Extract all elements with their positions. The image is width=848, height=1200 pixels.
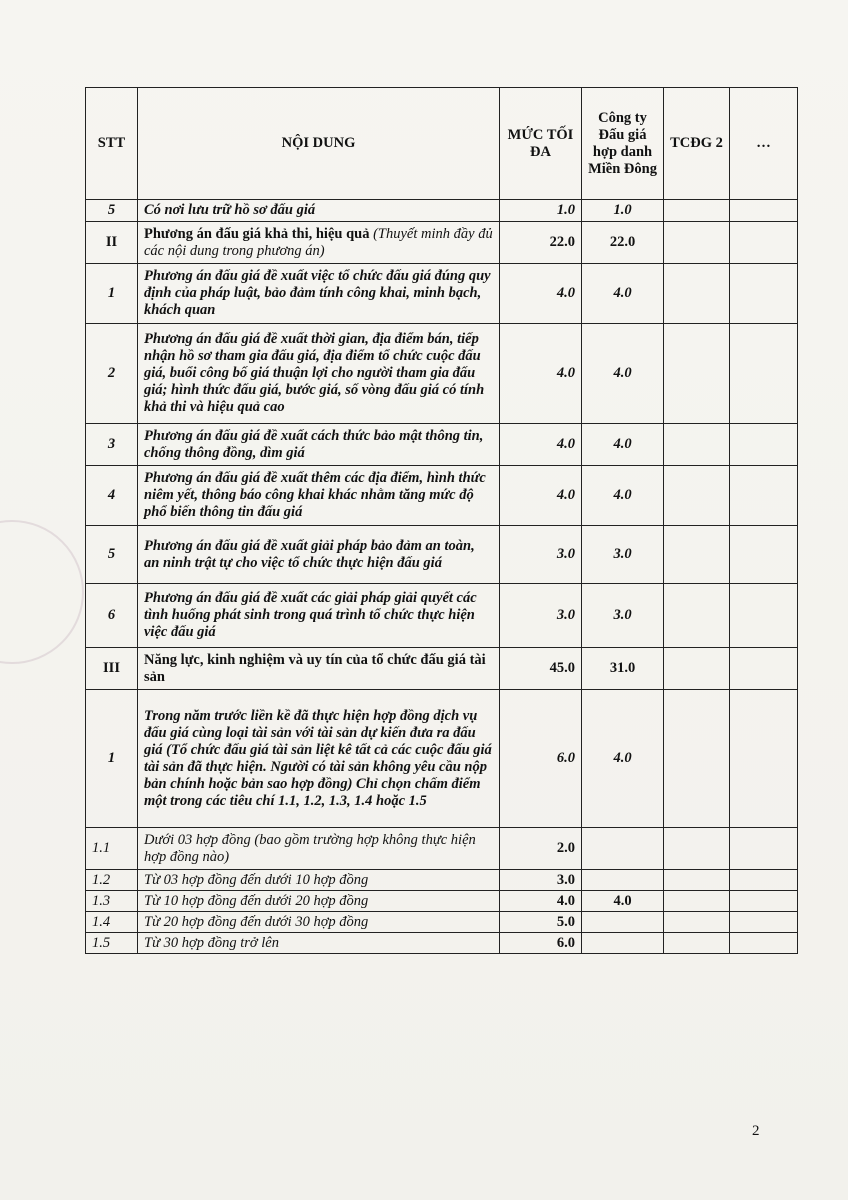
row-more-score — [730, 648, 798, 690]
table-row — [86, 870, 798, 891]
row-max-score: 45.0 — [500, 648, 582, 690]
row-content-text: Có nơi lưu trữ hồ sơ đấu giá — [144, 202, 316, 218]
row-content-text: Phương án đấu giá đề xuất cách thức bảo mật thông tin, chống thông đồng, dìm giá — [144, 427, 484, 461]
row-stt: 1 — [86, 264, 138, 324]
table-row — [86, 828, 798, 870]
row-org-score: 22.0 — [582, 222, 664, 264]
row-more-score — [730, 828, 798, 870]
row-org-score — [582, 870, 664, 891]
row-max-score: 4.0 — [500, 324, 582, 424]
row-org-score: 3.0 — [582, 584, 664, 648]
row-content-text: Từ 20 hợp đồng đến dưới 30 hợp đồng — [144, 913, 369, 930]
row-org-score: 31.0 — [582, 648, 664, 690]
row-tcdg2-score — [664, 690, 730, 828]
row-more-score — [730, 324, 798, 424]
row-stt: 2 — [86, 324, 138, 424]
row-tcdg2-score — [664, 933, 730, 954]
header-content: NỘI DUNG — [138, 88, 500, 200]
row-tcdg2-score — [664, 200, 730, 222]
table-row — [86, 526, 798, 584]
row-tcdg2-score — [664, 222, 730, 264]
table-row — [86, 912, 798, 933]
row-more-score — [730, 891, 798, 912]
row-content-text: Phương án đấu giá đề xuất giải pháp bảo đảm an toàn, an ninh trật tự cho việc tổ chức thực hiện đấu giá — [144, 537, 475, 571]
row-content — [138, 526, 500, 584]
row-stt: 1.5 — [86, 933, 138, 954]
row-more-score — [730, 933, 798, 954]
row-more-score — [730, 424, 798, 466]
row-content — [138, 264, 500, 324]
row-tcdg2-score — [664, 424, 730, 466]
row-content-text: Phương án đấu giá khả thi, hiệu quả — [144, 225, 370, 242]
row-content-text: Dưới 03 hợp đồng (bao gồm trường hợp không thực hiện hợp đồng nào) — [144, 831, 476, 865]
table-row — [86, 891, 798, 912]
row-stt: 1.4 — [86, 912, 138, 933]
row-more-score — [730, 912, 798, 933]
row-stt: 1.3 — [86, 891, 138, 912]
row-org-score: 4.0 — [582, 690, 664, 828]
row-content-text: Từ 30 hợp đồng trở lên — [144, 934, 279, 951]
row-stt: II — [86, 222, 138, 264]
row-org-score — [582, 828, 664, 870]
table-row — [86, 584, 798, 648]
row-content — [138, 870, 500, 891]
row-content — [138, 690, 500, 828]
table-row — [86, 466, 798, 526]
header-organization: Công ty Đấu giá hợp danh Miền Đông — [582, 88, 664, 200]
row-max-score: 22.0 — [500, 222, 582, 264]
row-max-score: 5.0 — [500, 912, 582, 933]
table-row — [86, 324, 798, 424]
header-tcdg2: TCĐG 2 — [664, 88, 730, 200]
row-more-score — [730, 584, 798, 648]
row-tcdg2-score — [664, 891, 730, 912]
row-org-score: 4.0 — [582, 891, 664, 912]
table-row — [86, 222, 798, 264]
row-tcdg2-score — [664, 870, 730, 891]
table-row — [86, 690, 798, 828]
row-content — [138, 324, 500, 424]
row-more-score — [730, 264, 798, 324]
row-tcdg2-score — [664, 584, 730, 648]
header-stt: STT — [86, 88, 138, 200]
row-content — [138, 584, 500, 648]
row-org-score: 4.0 — [582, 264, 664, 324]
row-more-score — [730, 222, 798, 264]
row-org-score: 4.0 — [582, 466, 664, 526]
row-content-text: Phương án đấu giá đề xuất thời gian, địa điểm bán, tiếp nhận hồ sơ tham gia đấu giá, địa điểm tổ chức cuộc đấu giá, buổi công bố giá thuận lợi cho người tham gia đấu giá; hình thức đấu giá, bước giá, số vòng đấu giá có tính khả thi và hiệu quả cao — [144, 331, 485, 415]
row-content — [138, 466, 500, 526]
table-row — [86, 933, 798, 954]
row-content-text: Năng lực, kinh nghiệm và uy tín của tổ chức đấu giá tài sản — [144, 651, 486, 685]
table-row — [86, 648, 798, 690]
row-more-score — [730, 526, 798, 584]
row-content-text: Phương án đấu giá đề xuất việc tổ chức đấu giá đúng quy định của pháp luật, bảo đảm tính công khai, minh bạch, khách quan — [144, 268, 491, 318]
row-org-score: 4.0 — [582, 324, 664, 424]
table-header-row — [86, 88, 798, 200]
row-more-score — [730, 466, 798, 526]
header-max-score: MỨC TỐI ĐA — [500, 88, 582, 200]
row-tcdg2-score — [664, 526, 730, 584]
row-max-score: 6.0 — [500, 933, 582, 954]
row-stt: 6 — [86, 584, 138, 648]
row-org-score — [582, 912, 664, 933]
row-content-text: Phương án đấu giá đề xuất thêm các địa điểm, hình thức niêm yết, thông báo công khai khác nhằm tăng mức độ phổ biến thông tin đấu giá — [144, 470, 486, 520]
row-content-text: Trong năm trước liền kề đã thực hiện hợp đồng dịch vụ đấu giá cùng loại tài sản với tài sản dự kiến đưa ra đấu giá (Tổ chức đấu giá tài sản liệt kê tất cả các cuộc đấu giá tài sản đã thực hiện. Người có tài sản không yêu cầu nộp bản chính hoặc bản sao hợp đồng) Chỉ chọn chấm điểm một trong các tiêu chí 1.1, 1.2, 1.3, 1.4 hoặc 1.5 — [144, 707, 492, 809]
row-content — [138, 200, 500, 222]
row-max-score: 2.0 — [500, 828, 582, 870]
header-more: … — [730, 88, 798, 200]
row-tcdg2-score — [664, 648, 730, 690]
row-org-score: 1.0 — [582, 200, 664, 222]
row-tcdg2-score — [664, 264, 730, 324]
row-stt: 1.1 — [86, 828, 138, 870]
row-more-score — [730, 870, 798, 891]
row-content-text: Từ 10 hợp đồng đến dưới 20 hợp đồng — [144, 892, 369, 909]
row-org-score: 3.0 — [582, 526, 664, 584]
row-content — [138, 933, 500, 954]
row-tcdg2-score — [664, 828, 730, 870]
row-stt: 1 — [86, 690, 138, 828]
row-stt: 1.2 — [86, 870, 138, 891]
row-content — [138, 424, 500, 466]
evaluation-table — [85, 87, 798, 954]
row-tcdg2-score — [664, 466, 730, 526]
row-more-score — [730, 200, 798, 222]
row-stt: III — [86, 648, 138, 690]
row-max-score: 1.0 — [500, 200, 582, 222]
page-number: 2 — [752, 1123, 760, 1139]
row-content — [138, 912, 500, 933]
row-max-score: 3.0 — [500, 870, 582, 891]
row-org-score: 4.0 — [582, 424, 664, 466]
row-more-score — [730, 690, 798, 828]
row-content — [138, 828, 500, 870]
row-stt: 4 — [86, 466, 138, 526]
row-max-score: 4.0 — [500, 466, 582, 526]
row-content-text: Từ 03 hợp đồng đến dưới 10 hợp đồng — [144, 871, 369, 888]
row-org-score — [582, 933, 664, 954]
row-stt: 5 — [86, 200, 138, 222]
row-max-score: 3.0 — [500, 584, 582, 648]
row-max-score: 4.0 — [500, 424, 582, 466]
row-content — [138, 648, 500, 690]
row-content — [138, 891, 500, 912]
row-stt: 3 — [86, 424, 138, 466]
row-stt: 5 — [86, 526, 138, 584]
faded-seal-mark — [0, 520, 84, 664]
table-row — [86, 264, 798, 324]
table-row — [86, 424, 798, 466]
row-content — [138, 222, 500, 264]
row-max-score: 4.0 — [500, 891, 582, 912]
row-tcdg2-score — [664, 324, 730, 424]
table-row — [86, 200, 798, 222]
row-max-score: 3.0 — [500, 526, 582, 584]
row-content-note: (Thuyết minh đầy đủ các nội dung trong phương án) — [144, 225, 493, 259]
row-max-score: 4.0 — [500, 264, 582, 324]
row-max-score: 6.0 — [500, 690, 582, 828]
row-content-text: Phương án đấu giá đề xuất các giải pháp giải quyết các tình huống phát sinh trong quá trình tổ chức thực hiện việc đấu giá — [144, 590, 477, 640]
row-tcdg2-score — [664, 912, 730, 933]
